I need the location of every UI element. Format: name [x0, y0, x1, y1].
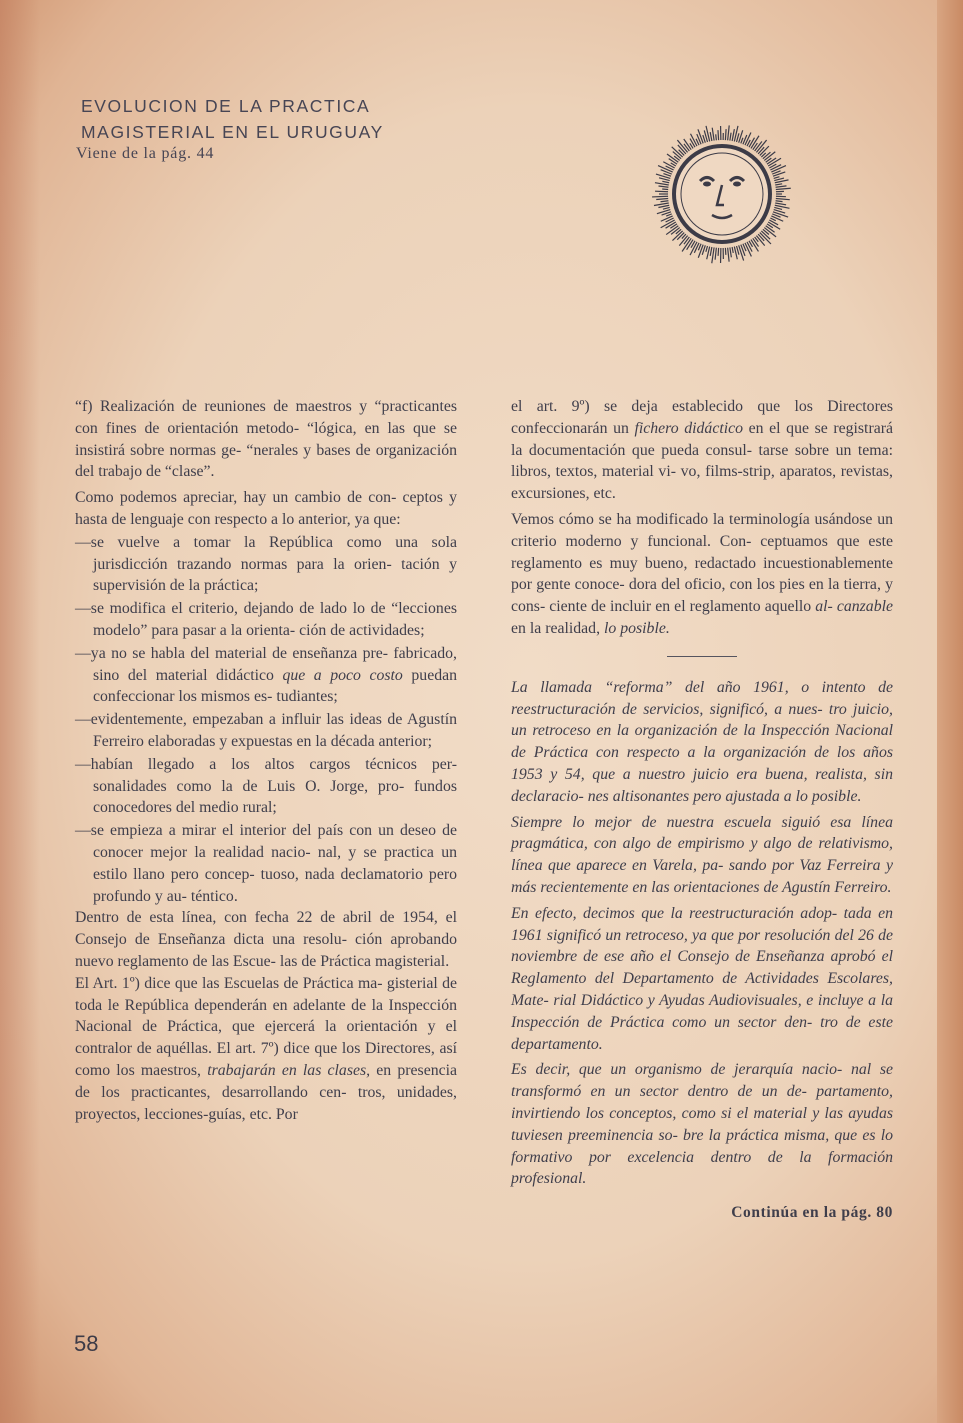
sun-ray	[767, 158, 776, 164]
sun-ray	[771, 216, 783, 221]
paragraph	[511, 396, 893, 505]
page-edge	[937, 0, 963, 1423]
sun-ray	[774, 207, 782, 209]
sun-ray	[753, 238, 759, 246]
sun-ray	[669, 159, 677, 165]
sun-ray	[770, 165, 781, 170]
sun-ray	[728, 248, 729, 262]
sun-ray	[666, 214, 672, 216]
left-column	[75, 396, 457, 1125]
title-line-2: MAGISTERIAL EN EL URUGUAY	[81, 122, 384, 142]
page-shadow	[0, 0, 40, 1423]
quote-paragraph: “f) Realización de reuniones de maestros y “practicantes con fines de orientación metodo- “lógica, en las que se insistirá sobre normas ge- “nerales y bases de organización del trabajo de “clase”.	[75, 398, 457, 481]
emphasis: lo posible.	[603, 619, 670, 637]
sun-ray	[715, 248, 716, 260]
sun-ray	[712, 128, 714, 141]
sun-ray	[716, 134, 717, 140]
paragraph-text: en presencia de los practicantes, desarrollando cen- tros, unidades, proyectos, lecciones-guías, etc. Por	[75, 1061, 458, 1123]
sun-ray	[741, 138, 743, 144]
sun-ray	[656, 199, 668, 200]
list-item	[75, 643, 457, 708]
sun-ray	[737, 133, 739, 142]
paragraph-text: el art. 9º) se deja establecido que los Directores confeccionarán un	[511, 398, 893, 437]
sun-ray	[660, 201, 668, 202]
sun-ray	[710, 132, 712, 141]
sun-ray	[763, 152, 771, 159]
emphasis: al- canzable	[815, 598, 894, 616]
list-item-text: —ya no se habla del material de enseñanza pre- fabricado, sino del material didáctico	[75, 644, 457, 684]
list-item: —se empieza a mirar el interior del país con un deseo de conocer mejor la realidad nacio- nal, y se practica un estilo llano pero concep- tuoso, nada declamatorio pero profundo y au- téntico.	[75, 822, 457, 905]
emphasis: fichero didáctico	[634, 419, 744, 437]
sun-ray	[732, 247, 733, 253]
list-item: —se modifica el criterio, dejando de lado lo de “lecciones modelo” para pasar a la orienta- ción de actividades;	[75, 600, 457, 639]
sun-ray	[770, 218, 775, 221]
sun-ray	[776, 201, 783, 202]
list-item: —se vuelve a tomar la República como una sola jurisdicción trazando normas para la orien- tación y supervisión de la práctica;	[75, 533, 457, 595]
emphasis: que a poco costo	[282, 666, 403, 684]
sun-ray	[718, 130, 719, 140]
sun-ray	[677, 233, 684, 240]
sun-ray	[730, 133, 731, 141]
sun-ray	[758, 147, 764, 154]
sun-ray	[706, 246, 708, 252]
sun-ray	[712, 247, 714, 263]
sun-ray	[661, 216, 673, 221]
sun-ray	[725, 129, 726, 140]
sun-ray	[718, 248, 719, 256]
sun-ray	[732, 129, 734, 141]
sun-ray	[773, 212, 788, 217]
sun-ray	[655, 183, 669, 185]
sun-ray	[776, 199, 790, 200]
section-divider	[667, 656, 737, 657]
emphasis: trabajarán en las clases,	[207, 1061, 371, 1079]
sun-ray	[662, 181, 669, 182]
sun-ray	[775, 184, 782, 185]
sun-ray	[776, 188, 791, 189]
sun-ray	[774, 177, 780, 179]
sun-ray	[662, 189, 668, 190]
sun-ray	[728, 125, 730, 140]
sun-ray	[776, 186, 787, 187]
paragraph: Dentro de esta línea, con fecha 22 de abril de 1954, el Consejo de Enseñanza dicta una resolu- ción aprobando nuevo reglamento de las Escue- las de Práctica magisterial.	[75, 909, 457, 970]
sun-ray	[652, 196, 668, 197]
continued-from-note: Viene de la pág. 44	[76, 145, 215, 162]
paragraph-text: en el que se registrará la documentación que pueda consul- tarse sobre un tema: libros, textos, material vi- vo, films-strip, aparatos, revistas, excursiones, etc.	[511, 419, 893, 503]
paragraph-text: Vemos cómo se ha modificado la terminología usándose un criterio moderno y funcional. Con- ceptuamos que este reglamento es muy bueno, redactado incuestionablemente por gente conoce- dora del oficio, con los pies en la tierra, y cons- ciente de incluir en el reglamento aquello	[511, 510, 893, 616]
sun-ray	[739, 245, 744, 260]
sun-ray	[654, 203, 669, 206]
sun-ray	[749, 138, 755, 148]
title-line-1: EVOLUCION DE LA PRACTICA	[81, 96, 371, 116]
italic-paragraph: En efecto, decimos que la reestructuración adop- tada en 1961 significó un retroceso, ya que por resolución del 26 de noviembre de ese año el Consejo de Enseñanza aprobó el Reglamento del Departamento de Actividades Escolares, Mate- rial Didáctico y Ayudas Audiovisuales, e incluye a la Inspección de Práctica como un sector den- tro de este departamento.	[511, 904, 893, 1053]
sun-ray	[774, 178, 784, 180]
sun-ray	[710, 247, 712, 256]
article-title	[81, 93, 401, 145]
sun-ray	[698, 129, 703, 143]
sun-ray	[758, 234, 764, 241]
right-column	[511, 396, 893, 1224]
sun-ray	[775, 203, 786, 205]
paragraph-text: en la realidad,	[511, 619, 601, 637]
sun-ray	[703, 135, 705, 143]
sun-ray	[698, 245, 703, 258]
sun-face-icon	[596, 81, 848, 311]
italic-paragraph: La llamada “reforma” del año 1961, o intento de reestructuración de servicios, significó, a nues- tro juicio, un retroceso en la organización de la Inspección Nacional de Práctica con respecto a la organización de los años 1953 y 54, que a nuestro juicio era buena, realista, sin declaracio- nes altisonantes pero ajustada a lo posible.	[511, 678, 893, 805]
paragraph: Como podemos apreciar, hay un cambio de con- ceptos y hasta de lenguaje con respecto a lo anterior, ya que:	[75, 489, 457, 528]
paragraph	[75, 973, 457, 1126]
list-item: —evidentemente, empezaban a influir las ideas de Agustín Ferreiro elaboradas y expuestas en la década anterior;	[75, 711, 457, 750]
sun-ray	[663, 207, 670, 209]
italic-paragraph: Es decir, que un organismo de jerarquía nacio- nal se transformó en un sector dentro de un de- partamento, invirtiendo los conceptos, como si el material y las ayudas tuviesen preeminencia so- bre la práctica misma, que es lo formativo por excelencia dentro de la formación profesional.	[511, 1061, 893, 1188]
continued-on-note: Continúa en la pág. 80	[731, 1204, 893, 1222]
italic-paragraph: Siempre lo mejor de nuestra escuela siguió esa línea pragmática, con algo de empirismo y algo de relativismo, línea que aparece en Varela, pa- sando por Vaz Ferreira y más recientemente en las orientaciones de Agustín Ferreiro.	[511, 813, 893, 896]
paragraph	[511, 509, 893, 640]
list-item-text: puedan confeccionar los mismos es- tudiantes;	[93, 666, 458, 706]
paragraph-text: El Art. 1º) dice que las Escuelas de Práctica ma- gisterial de toda le República dependerán en adelante de la Inspección Nacional de Práctica, que ejercerá la orientación y el contralor de aquéllas. El art. 7º) dice que los Directores, así como los maestros,	[75, 974, 457, 1079]
sun-ray	[658, 205, 669, 207]
sun-ray	[659, 186, 669, 187]
page-number: 58	[74, 1331, 99, 1356]
sun-ray	[737, 246, 739, 255]
sun-ray	[730, 247, 731, 257]
sun-ray	[655, 191, 668, 192]
list-item: —habían llegado a los altos cargos técnicos per- sonalidades como la de Luis O. Jorge, pro- fundos conocedores del medio rural;	[75, 755, 457, 817]
